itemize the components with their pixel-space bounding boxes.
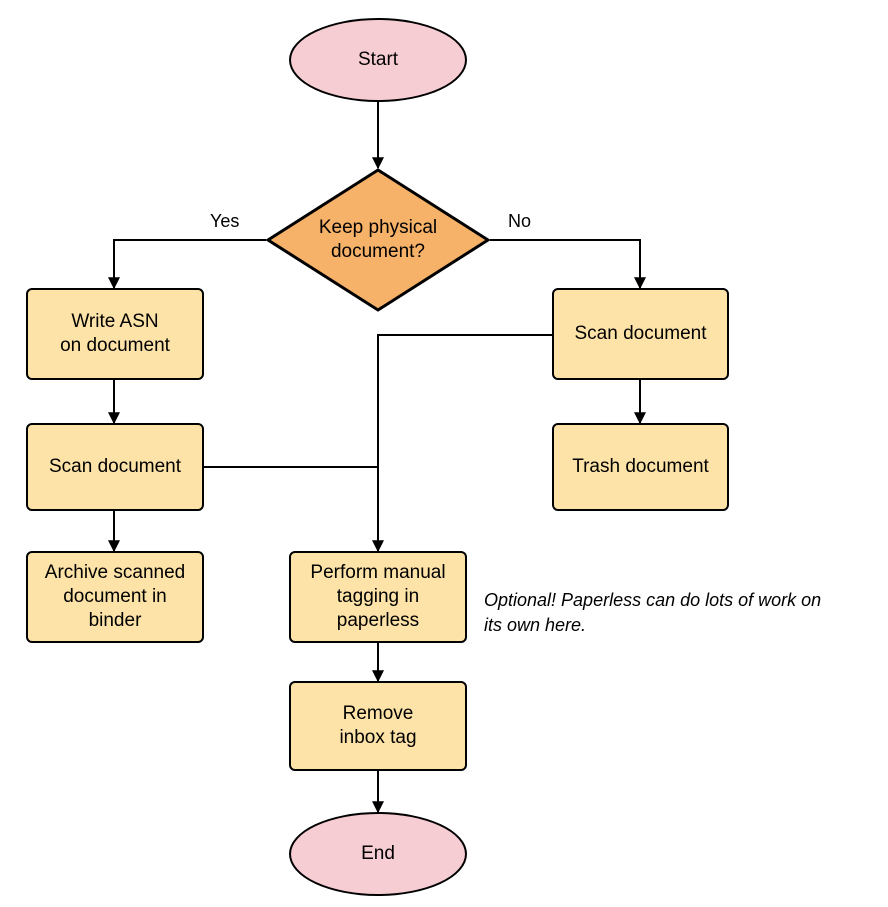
node-end-label: End: [361, 843, 395, 864]
node-archive-scanned-document[interactable]: [26, 551, 204, 643]
edge-scan-right-to-tagging: [378, 335, 552, 551]
node-trash-document[interactable]: [552, 423, 729, 511]
edge-decision-no-to-scan-right: [490, 240, 640, 288]
archive-line1: Archive scanned: [44, 562, 186, 583]
write-asn-line1: Write ASN: [71, 311, 159, 332]
node-write-asn[interactable]: [26, 288, 204, 380]
node-perform-manual-tagging[interactable]: [289, 551, 467, 643]
optional-note-line2: its own here.: [484, 615, 587, 635]
archive-line2: document in: [63, 586, 167, 607]
node-start[interactable]: [289, 18, 467, 102]
node-tagging-label: [310, 561, 445, 633]
node-scan-document-right[interactable]: [552, 288, 729, 380]
node-scan-document-right-label: Scan document: [574, 323, 707, 344]
tagging-line3: paperless: [336, 610, 420, 631]
node-remove-inbox-label: [339, 702, 416, 750]
node-scan-document-left-label: Scan document: [48, 456, 182, 477]
node-end[interactable]: [289, 812, 467, 896]
node-scan-document-left[interactable]: [26, 423, 204, 511]
node-keep-physical-document[interactable]: [266, 168, 490, 312]
tagging-line2: tagging in: [336, 586, 420, 607]
node-keep-physical-document-label: [266, 216, 490, 264]
edge-decision-yes-to-write-asn: [114, 240, 266, 288]
write-asn-line2: on document: [60, 335, 170, 356]
tagging-line1: Perform manual: [310, 562, 446, 583]
remove-inbox-line2: inbox tag: [339, 727, 417, 748]
decision-label-line2: document?: [330, 241, 425, 262]
edge-label-no: No: [508, 211, 532, 231]
edge-label-yes: Yes: [210, 211, 240, 231]
node-start-label: Start: [357, 49, 399, 70]
remove-inbox-line1: Remove: [342, 703, 414, 724]
decision-label-line1: Keep physical: [318, 217, 438, 238]
archive-line3: binder: [88, 610, 142, 631]
node-archive-label: [45, 561, 185, 633]
optional-note-line1: Optional! Paperless can do lots of work on: [484, 590, 822, 610]
optional-note: [484, 588, 884, 638]
node-trash-document-label: Trash document: [572, 456, 709, 477]
node-write-asn-label: [60, 310, 170, 358]
node-remove-inbox-tag[interactable]: [289, 681, 467, 771]
